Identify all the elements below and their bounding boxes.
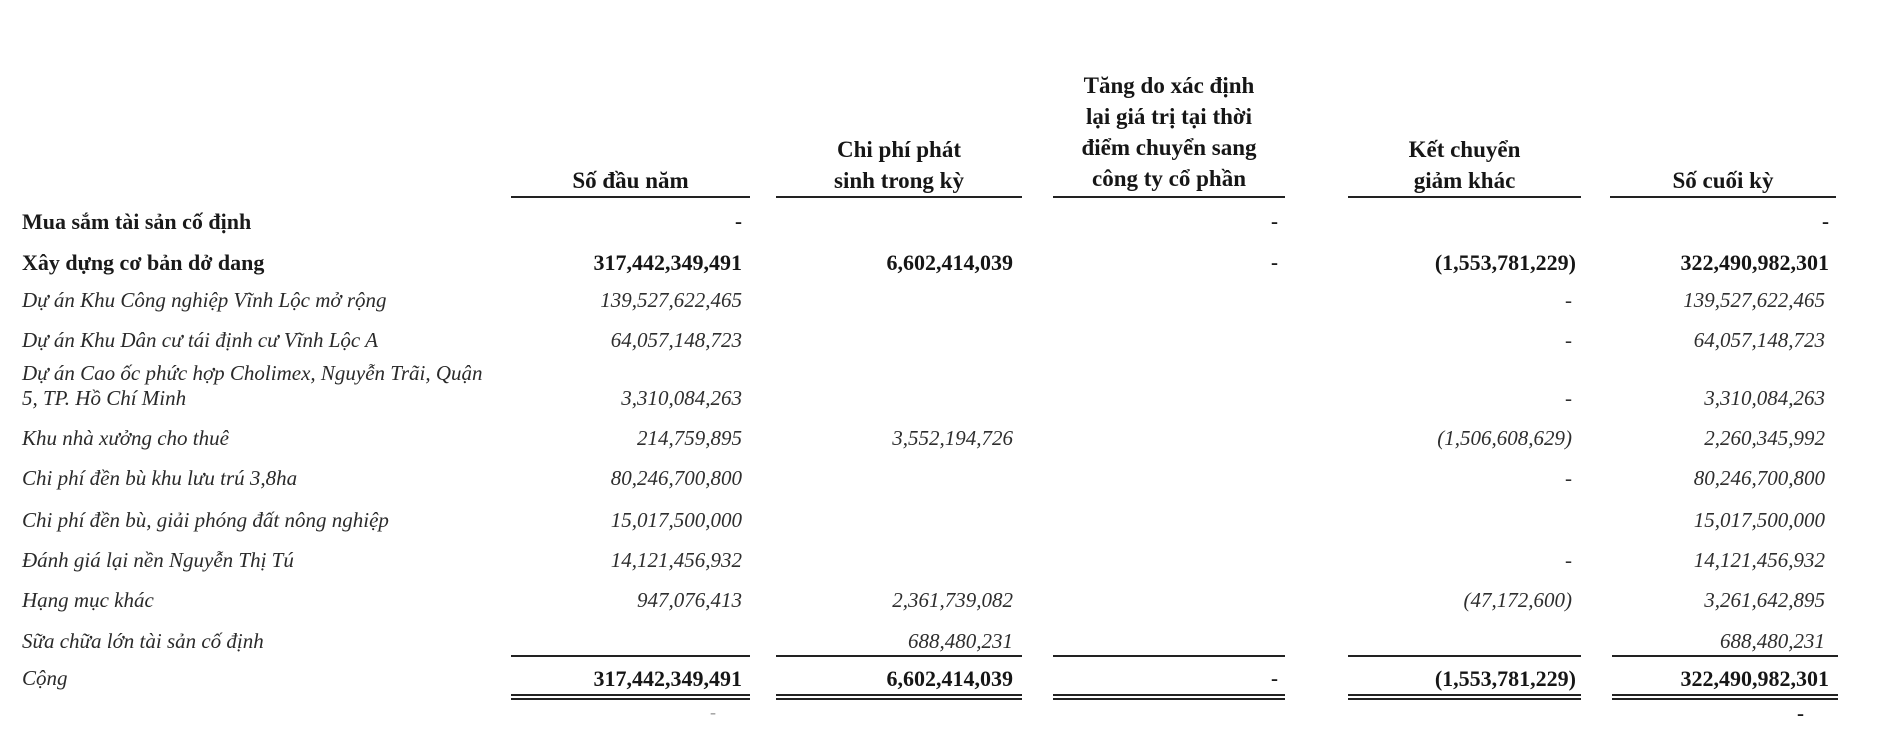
cell-opening-row9: 947,076,413 xyxy=(637,588,742,612)
cell-closing-row8: 14,121,456,932 xyxy=(1693,548,1825,572)
cell-incurred-row10: 688,480,231 xyxy=(908,629,1013,653)
cell-closing-row4: 3,310,084,263 xyxy=(1704,386,1825,410)
total-double-rule-revaluation-top xyxy=(1053,694,1285,696)
row-label-factory-rental: Khu nhà xưởng cho thuê xyxy=(22,426,229,450)
cell-transfer-row8: - xyxy=(1565,548,1572,572)
header-revaluation xyxy=(1053,70,1285,194)
total-double-rule-opening-top xyxy=(511,694,750,696)
header-line: điểm chuyển sang xyxy=(1081,135,1257,160)
subtotal-rule-incurred xyxy=(776,655,1022,657)
row-label-major-repairs: Sữa chữa lớn tài sản cố định xyxy=(22,629,264,653)
cell-opening-row0: - xyxy=(735,209,742,233)
cell-opening-row8: 14,121,456,932 xyxy=(610,548,742,572)
cell-incurred-row9: 2,361,739,082 xyxy=(892,588,1013,612)
cell-opening-row1: 317,442,349,491 xyxy=(593,250,742,275)
row-label-vinh-loc-residential: Dự án Khu Dân cư tái định cư Vĩnh Lộc A xyxy=(22,328,378,352)
total-double-rule-transfer-top xyxy=(1348,694,1581,696)
header-opening-balance xyxy=(511,165,750,196)
cell-revaluation-row0: - xyxy=(1271,209,1278,233)
header-closing-balance xyxy=(1610,165,1836,196)
row-label-vinh-loc-industrial: Dự án Khu Công nghiệp Vĩnh Lộc mở rộng xyxy=(22,288,387,312)
header-line: Chi phí phát xyxy=(836,137,961,162)
total-double-rule-closing-bottom xyxy=(1612,698,1838,700)
cell-revaluation-total: - xyxy=(1271,666,1278,690)
cell-transfer-row2: - xyxy=(1565,288,1572,312)
cell-transfer-row3: - xyxy=(1565,328,1572,352)
total-double-rule-incurred-top xyxy=(776,694,1022,696)
cell-closing-row7: 15,017,500,000 xyxy=(1693,508,1825,532)
total-double-rule-revaluation-bottom xyxy=(1053,698,1285,700)
row-label-compensation-farmland: Chi phí đền bù, giải phóng đất nông nghiệp xyxy=(22,508,389,532)
cell-opening-row4: 3,310,084,263 xyxy=(621,386,742,410)
cell-closing-row5: 2,260,345,992 xyxy=(1704,426,1825,450)
cell-opening-row6: 80,246,700,800 xyxy=(610,466,742,490)
header-underline-incurred xyxy=(776,196,1022,198)
cell-closing-row0: - xyxy=(1822,209,1829,233)
row-label-construction-in-progress: Xây dựng cơ bản dở dang xyxy=(22,250,265,275)
cell-transfer-row5: (1,506,608,629) xyxy=(1437,426,1572,450)
row-label-cholimex-complex xyxy=(22,361,483,411)
cell-transfer-row9: (47,172,600) xyxy=(1463,588,1572,612)
below-total-dash-closing: - xyxy=(1797,701,1804,725)
header-line: Kết chuyển xyxy=(1408,137,1521,162)
cell-transfer-row4: - xyxy=(1565,386,1572,410)
subtotal-rule-transfer xyxy=(1348,655,1581,657)
below-total-dash-opening: - xyxy=(710,702,716,722)
header-line: Tăng do xác định xyxy=(1083,73,1255,98)
row-label-fixed-asset-purchase: Mua sắm tài sản cố định xyxy=(22,209,252,234)
cell-transfer-row6: - xyxy=(1565,466,1572,490)
header-line: Số cuối kỳ xyxy=(1672,168,1774,193)
cell-opening-total: 317,442,349,491 xyxy=(593,666,742,691)
label-line: 5, TP. Hồ Chí Minh xyxy=(22,386,187,410)
total-double-rule-opening-bottom xyxy=(511,698,750,700)
header-line: lại giá trị tại thời xyxy=(1085,104,1253,129)
cell-revaluation-row1: - xyxy=(1271,250,1278,274)
header-line: sinh trong kỳ xyxy=(834,168,964,193)
cell-closing-row1: 322,490,982,301 xyxy=(1680,250,1829,275)
subtotal-rule-opening xyxy=(511,655,750,657)
subtotal-rule-closing xyxy=(1612,655,1838,657)
cell-transfer-total: (1,553,781,229) xyxy=(1434,666,1576,691)
cell-closing-row3: 64,057,148,723 xyxy=(1693,328,1825,352)
cell-opening-row2: 139,527,622,465 xyxy=(600,288,742,312)
row-label-total: Cộng xyxy=(22,666,68,690)
total-double-rule-transfer-bottom xyxy=(1348,698,1581,700)
header-underline-opening xyxy=(511,196,750,198)
total-double-rule-closing-top xyxy=(1612,694,1838,696)
cell-closing-total: 322,490,982,301 xyxy=(1680,666,1829,691)
cell-closing-row2: 139,527,622,465 xyxy=(1683,288,1825,312)
cell-incurred-total: 6,602,414,039 xyxy=(886,666,1013,691)
header-incurred xyxy=(776,134,1022,196)
cell-opening-row7: 15,017,500,000 xyxy=(610,508,742,532)
header-line: công ty cổ phần xyxy=(1092,166,1246,191)
cell-opening-row5: 214,759,895 xyxy=(637,426,742,450)
cell-closing-row10: 688,480,231 xyxy=(1720,629,1825,653)
cell-closing-row9: 3,261,642,895 xyxy=(1704,588,1825,612)
header-line: Số đầu năm xyxy=(572,168,689,193)
subtotal-rule-revaluation xyxy=(1053,655,1285,657)
header-line: giảm khác xyxy=(1413,168,1516,193)
header-underline-revaluation xyxy=(1053,196,1285,198)
cell-transfer-row1: (1,553,781,229) xyxy=(1434,250,1576,275)
cell-closing-row6: 80,246,700,800 xyxy=(1693,466,1825,490)
label-line: Dự án Cao ốc phức hợp Cholimex, Nguyễn Trãi, Quận xyxy=(22,361,483,385)
header-underline-transfer xyxy=(1348,196,1581,198)
row-label-compensation-3-8ha: Chi phí đền bù khu lưu trú 3,8ha xyxy=(22,466,298,490)
header-underline-closing xyxy=(1610,196,1836,198)
total-double-rule-incurred-bottom xyxy=(776,698,1022,700)
row-label-revaluation-nguyen-thi-tu: Đánh giá lại nền Nguyễn Thị Tú xyxy=(22,548,294,572)
row-label-other-items: Hạng mục khác xyxy=(22,588,154,612)
cell-opening-row3: 64,057,148,723 xyxy=(610,328,742,352)
cell-incurred-row1: 6,602,414,039 xyxy=(886,250,1013,275)
cell-incurred-row5: 3,552,194,726 xyxy=(892,426,1013,450)
header-transfer xyxy=(1348,134,1581,196)
